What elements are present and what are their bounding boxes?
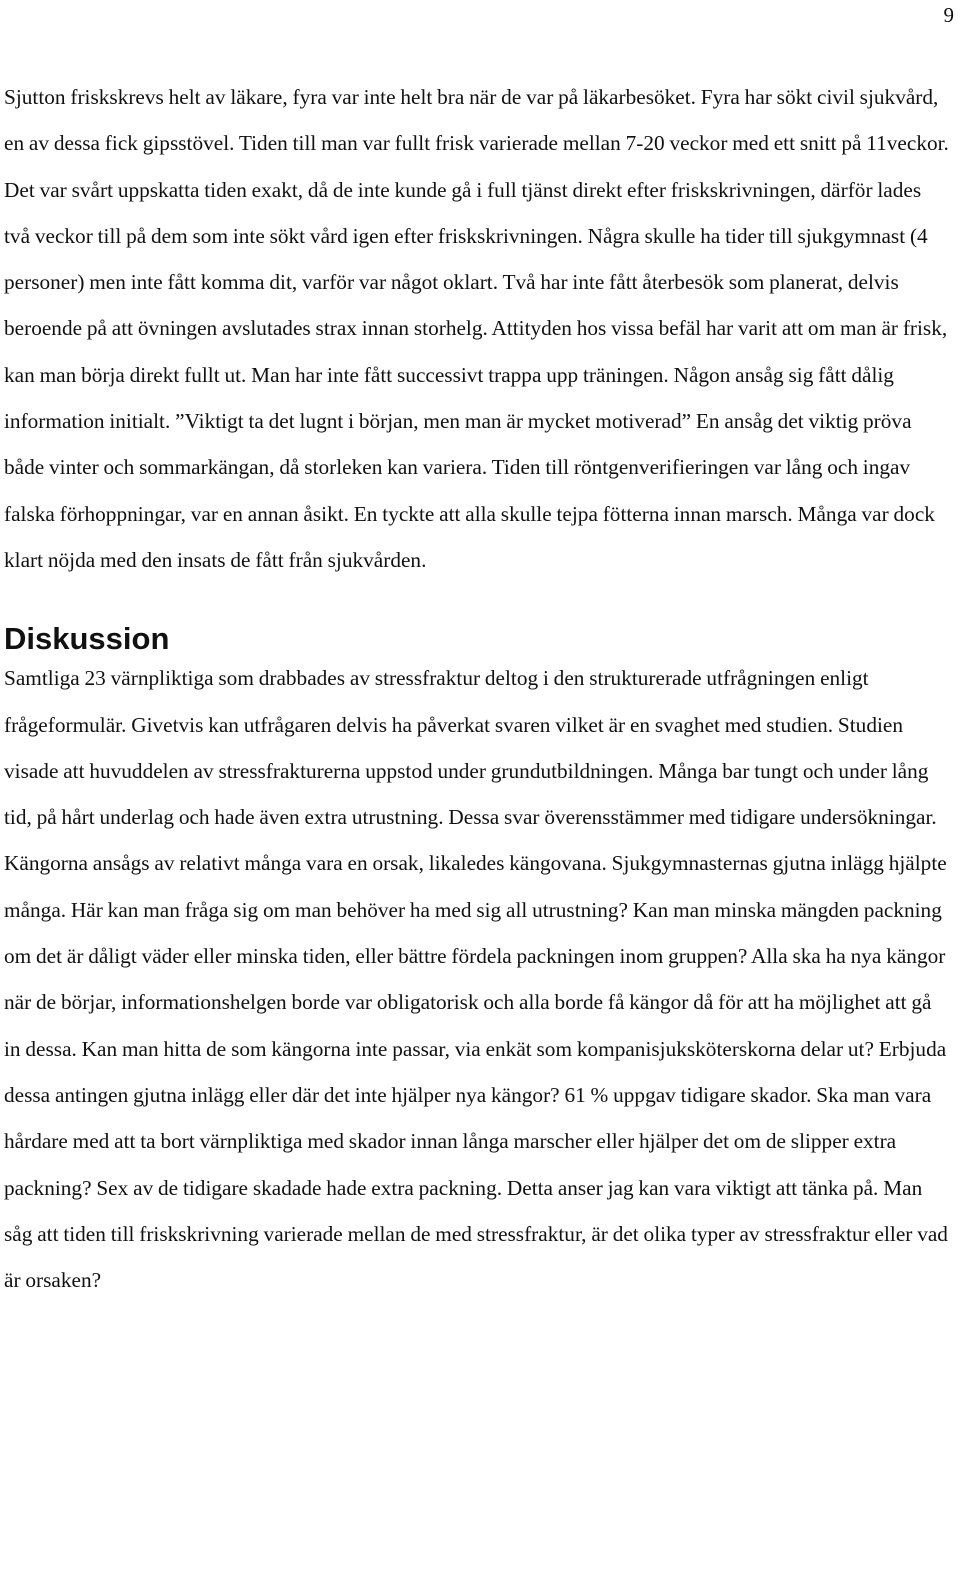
results-paragraph: Sjutton friskskrevs helt av läkare, fyra var inte helt bra när de var på läkarbesöket. Fyra har sökt civil sjukvård, en av dessa fick gipsstövel. Tiden till man var fullt frisk varierade mellan 7-20 veckor med ett snitt på 11veckor. Det var svårt uppskatta tiden exakt, då de inte kunde gå i full tjänst direkt efter friskskrivningen, därför lades två veckor till på dem som inte sökt vård igen efter friskskrivningen. Några skulle ha tider till sjukgymnast (4 personer) men inte fått komma dit, varför var något oklart. Två har inte fått återbesök som planerat, delvis beroende på att övningen avslutades strax innan storhelg. Attityden hos vissa befäl har varit att om man är frisk, kan man börja direkt fullt ut. Man har inte fått successivt trappa upp träningen. Någon ansåg sig fått dålig information initialt. ”Viktigt ta det lugnt i början, men man är mycket motiverad” En ansåg det viktig pröva både vinter och sommarkängan, då storleken kan variera. Tiden till röntgenverifieringen var lång och ingav falska förhoppningar, var en annan åsikt. En tyckte att alla skulle tejpa fötterna innan marsch. Många var dock klart nöjda med den insats de fått från sjukvården. [4,85,949,572]
discussion-paragraph: Samtliga 23 värnpliktiga som drabbades av stressfraktur deltog i den strukturerade utfrågningen enligt frågeformulär. Givetvis kan utfrågaren delvis ha påverkat svaren vilket är en svaghet med studien. Studien visade att huvuddelen av stressfrakturerna uppstod under grundutbildningen. Många bar tungt och under lång tid, på hårt underlag och hade även extra utrustning. Dessa svar överensstämmer med tidigare undersökningar. Kängorna ansågs av relativt många vara en orsak, likaledes kängovana. Sjukgymnasternas gjutna inlägg hjälpte många. Här kan man fråga sig om man behöver ha med sig all utrustning? Kan man minska mängden packning om det är dåligt väder eller minska tiden, eller bättre fördela packningen inom gruppen? Alla ska ha nya kängor när de börjar, informationshelgen borde var obligatorisk och alla borde få kängor då för att ha möjlighet att gå in dessa. Kan man hitta de som kängorna inte passar, via enkät som kompanisjuksköterskorna delar ut? Erbjuda dessa antingen gjutna inlägg eller där det inte hjälper nya kängor? 61 % uppgav tidigare skador. Ska man vara hårdare med att ta bort värnpliktiga med skador innan långa marscher eller hjälper det om de slipper extra packning? Sex av de tidigare skadade hade extra packning. Detta anser jag kan vara viktigt att tänka på. Man såg att tiden till friskskrivning varierade mellan de med stressfraktur, är det olika typer av stressfraktur eller vad är orsaken? [4,666,948,1293]
document-body [4,74,950,1303]
page-number: 9 [943,3,954,27]
section-heading-diskussion: Diskussion [4,621,170,657]
